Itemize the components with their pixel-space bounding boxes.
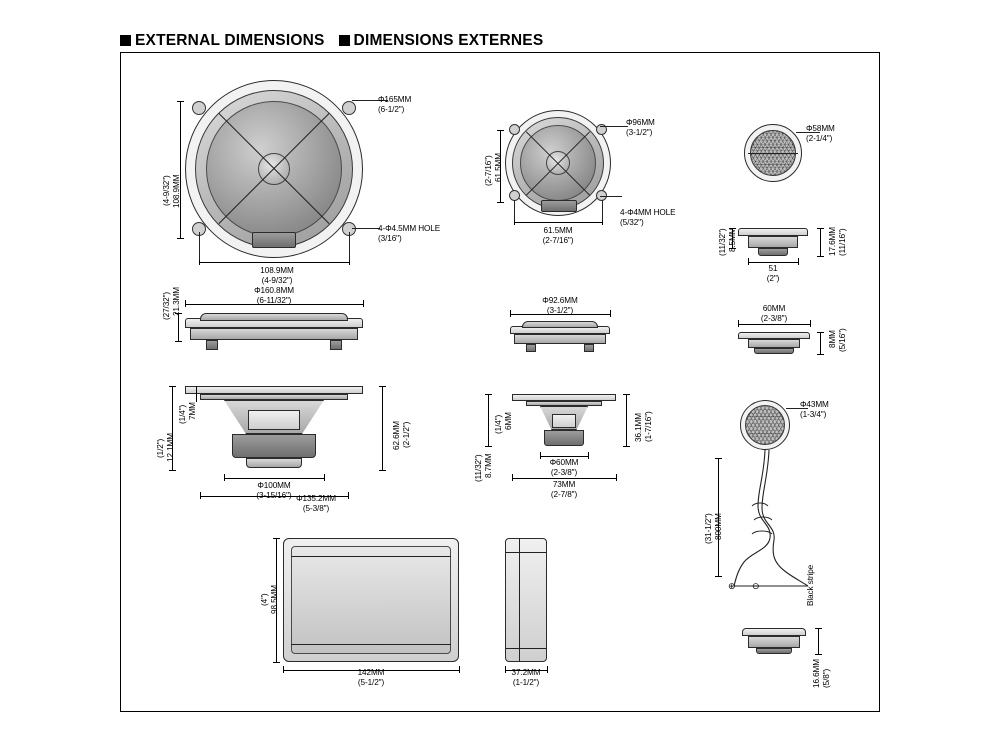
tweeter-dome-dia-label: Φ43MM (1-3/4"): [800, 400, 829, 419]
tweeter-flush-flange: [738, 332, 810, 339]
woofer-magnet: [232, 434, 316, 458]
mid-depth-label: 36.1MM: [634, 413, 643, 442]
tweeter-base-top: [742, 628, 806, 636]
mid-magnet: [544, 430, 584, 446]
tweeter-total-depth-label-in: (11/16"): [838, 228, 847, 256]
dim-tick: [817, 332, 824, 333]
dim-tick: [459, 666, 460, 673]
mid-cut-dia-label: 73MM (2-7/8"): [550, 480, 578, 499]
mid-front-label: 6MM: [504, 412, 513, 430]
tweeter-base-bottom: [756, 648, 792, 654]
tweeter-lead-length-label: 800MM: [714, 513, 723, 540]
leader-line: [352, 228, 380, 229]
mid-mount-tab: [509, 124, 520, 135]
crossover-detail-line: [291, 644, 451, 645]
dim-tick: [623, 394, 630, 395]
tweeter-flange-side: [738, 228, 808, 236]
dim-tick: [512, 474, 513, 481]
mid-rear-label-in: (11/32"): [474, 454, 483, 482]
mid-mount-tab-side: [526, 344, 536, 352]
dim-line: [820, 332, 821, 354]
mid-height-label: 61.5MM: [494, 153, 503, 182]
dim-tick: [379, 386, 386, 387]
mid-terminal-block: [541, 200, 577, 212]
dim-tick: [273, 538, 280, 539]
dim-tick: [185, 300, 186, 307]
tweeter-axis-line: [748, 153, 798, 154]
crossover-depth-label: 37.2MM (1-1/2"): [511, 668, 541, 687]
tweeter-base-body: [748, 636, 800, 648]
mid-flange-dia-label: Φ92.6MM (3-1/2"): [542, 296, 578, 315]
dim-tick: [485, 446, 492, 447]
dim-line: [180, 101, 181, 238]
crossover-height-label: 98.5MM: [270, 585, 279, 614]
leader-line: [600, 196, 622, 197]
woofer-outer-dia-label: Φ165MM (6-1/2"): [378, 95, 412, 114]
page-title: [120, 32, 543, 50]
mid-section-rim: [526, 401, 602, 406]
tweeter-wired-mesh: [745, 405, 785, 445]
woofer-mount-tab-side: [330, 340, 342, 350]
mid-width-label: 61.5MM (2-7/16"): [542, 226, 574, 245]
dim-tick: [623, 446, 630, 447]
dim-tick: [177, 238, 184, 239]
mid-mount-tab-side: [584, 344, 594, 352]
dim-tick: [497, 130, 504, 131]
tweeter-flush-base: [754, 348, 794, 354]
tweeter-magnet-side: [758, 248, 788, 256]
tweeter-depth-label: 8.5MM: [728, 227, 737, 252]
bullet-square-icon: [339, 35, 350, 46]
polarity-minus-symbol: ⊖: [752, 581, 760, 591]
mid-section-voice-coil: [552, 414, 576, 428]
dim-tick: [715, 576, 722, 577]
crossover-width-label: 142MM (5-1/2"): [357, 668, 385, 687]
tweeter-body-side: [748, 236, 798, 248]
dim-tick: [715, 458, 722, 459]
page-title-en: EXTERNAL DIMENSIONS: [135, 32, 325, 49]
dim-line: [626, 394, 627, 446]
tweeter-flush-body: [748, 339, 800, 348]
dim-tick: [200, 492, 201, 499]
mid-height-label-in: (2-7/16"): [484, 155, 493, 186]
dim-line: [540, 456, 588, 457]
mid-rear-label: 8.7MM: [484, 453, 493, 478]
crossover-height-label-in: (4"): [260, 593, 269, 606]
woofer-mount-tab-side: [206, 340, 218, 350]
dim-tick: [810, 320, 811, 327]
dim-tick: [283, 666, 284, 673]
mid-flange-body: [514, 334, 606, 344]
tweeter-body-dia-label: 51 (2"): [766, 264, 780, 283]
dim-line: [738, 324, 810, 325]
dim-tick: [510, 310, 511, 317]
woofer-flange-depth-label: 21.3MM: [172, 287, 181, 316]
tweeter-base-depth-label-in: (5/8"): [822, 668, 831, 688]
crossover-side-detail-line: [505, 552, 547, 553]
dim-tick: [497, 202, 504, 203]
woofer-magnet-cap: [246, 458, 302, 468]
dim-tick: [363, 300, 364, 307]
woofer-flange-crown: [200, 313, 348, 321]
dim-line: [382, 386, 383, 470]
tweeter-total-depth-label: 17.6MM: [828, 227, 837, 256]
dim-tick: [175, 341, 182, 342]
dim-tick: [169, 386, 176, 387]
dim-line: [818, 628, 819, 654]
dim-tick: [379, 470, 386, 471]
mid-section-flange: [512, 394, 616, 401]
dim-line: [199, 262, 349, 263]
tweeter-lead-length-label-in: (31-1/2"): [704, 513, 713, 544]
woofer-section-rim: [200, 394, 348, 400]
dim-tick: [817, 228, 824, 229]
dim-tick: [177, 101, 184, 102]
woofer-section-voice-coil: [248, 410, 300, 430]
woofer-width-label: 108.9MM (4-9/32"): [260, 266, 294, 285]
crossover-side-detail-line: [505, 648, 547, 649]
woofer-terminal-block: [252, 232, 296, 248]
tweeter-flush-depth-label-in: (5/16"): [838, 328, 847, 352]
dim-line: [196, 386, 197, 402]
dim-tick: [610, 310, 611, 317]
tweeter-flush-depth-label: 8MM: [828, 330, 837, 348]
dim-line: [514, 222, 602, 223]
crossover-inner-panel: [291, 546, 451, 654]
woofer-flange-dia-label: Φ160.8MM (6-11/32"): [254, 286, 294, 305]
woofer-mount-depth-label: 62.6MM: [392, 421, 401, 450]
woofer-basket-dia-label: Φ100MM (3-15/16"): [256, 481, 292, 500]
polarity-plus-symbol: ⊕: [728, 581, 736, 591]
crossover-side-housing: [505, 538, 547, 662]
dim-tick: [224, 474, 225, 481]
dim-tick: [817, 354, 824, 355]
mid-front-label-in: (1/4"): [494, 414, 503, 434]
dim-tick: [616, 474, 617, 481]
mid-depth-label-in: (1-7/16"): [644, 411, 653, 442]
woofer-front-label-in: (1/4"): [178, 404, 187, 424]
tweeter-base-depth-label: 16.6MM: [812, 659, 821, 688]
tweeter-depth-label-in: (11/32"): [718, 228, 727, 256]
dim-line: [224, 478, 324, 479]
extension-line: [199, 232, 200, 260]
dim-tick: [815, 654, 822, 655]
woofer-height-label: 108.9MM: [172, 174, 181, 208]
crossover-detail-line: [291, 556, 451, 557]
woofer-height-label-in: (4-9/32"): [162, 175, 171, 206]
woofer-front-label: 7MM: [188, 402, 197, 420]
leader-line: [600, 126, 628, 127]
dim-line: [820, 228, 821, 256]
tweeter-flush-dia-label: 60MM (2-3/8"): [760, 304, 788, 323]
woofer-rear-label-in: (1/2"): [156, 438, 165, 458]
dim-tick: [169, 470, 176, 471]
page-title-fr: DIMENSIONS EXTERNES: [353, 32, 544, 49]
tweeter-lead-wire: [700, 446, 860, 596]
woofer-rear-label: 12.1MM: [166, 433, 175, 462]
mid-outer-dia-label: Φ96MM (3-1/2"): [626, 118, 655, 137]
woofer-mount-depth-label-in: (2-1/2"): [402, 421, 411, 448]
mid-basket-dia-label: Φ60MM (2-3/8"): [549, 458, 579, 477]
dim-line: [488, 394, 489, 446]
extension-line: [349, 232, 350, 260]
dim-line: [748, 262, 798, 263]
dim-tick: [738, 320, 739, 327]
mid-hole-label: 4-Φ4MM HOLE (5/32"): [620, 208, 676, 227]
woofer-section-flange: [185, 386, 363, 394]
dim-tick: [324, 474, 325, 481]
dim-tick: [485, 394, 492, 395]
extension-line: [602, 200, 603, 220]
crossover-side-detail-line: [519, 538, 520, 662]
woofer-mount-tab: [192, 101, 206, 115]
extension-line: [514, 200, 515, 220]
dim-tick: [817, 256, 824, 257]
mid-flange-crown: [522, 321, 598, 328]
woofer-mount-tab: [342, 101, 356, 115]
woofer-flange-body: [190, 328, 358, 340]
tweeter-outer-dia-label: Φ58MM (2-1/4"): [806, 124, 835, 143]
bullet-square-icon: [120, 35, 131, 46]
woofer-cut-dia-label: Φ135.2MM (5-3/8"): [296, 494, 336, 513]
woofer-hole-label: 4-Φ4.5MM HOLE (3/16"): [378, 224, 441, 243]
dim-tick: [815, 628, 822, 629]
tweeter-lead-note-label: Black stripe: [806, 564, 815, 606]
dim-tick: [273, 662, 280, 663]
dim-line: [512, 478, 616, 479]
woofer-flange-depth-label-in: (27/32"): [162, 291, 171, 320]
dim-line: [178, 313, 179, 341]
